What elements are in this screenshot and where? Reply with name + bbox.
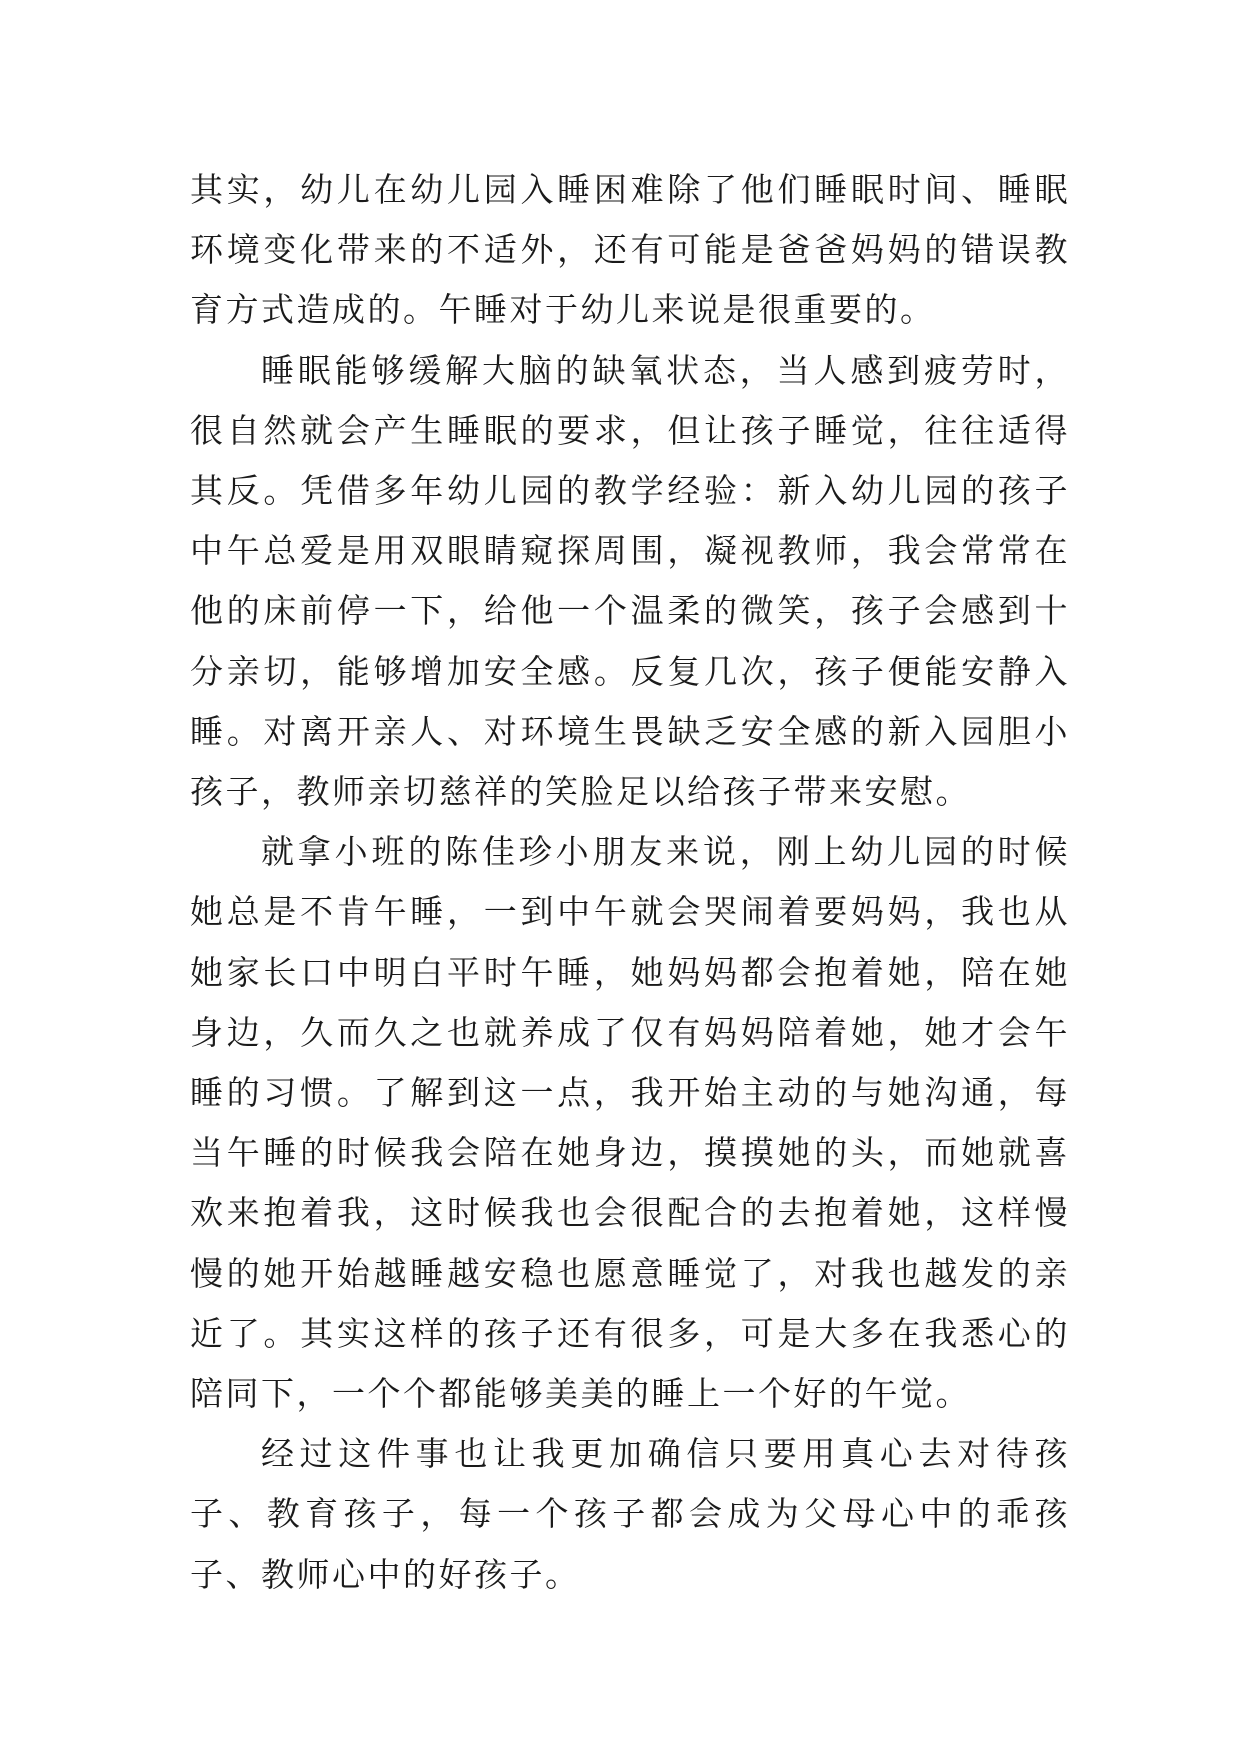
paragraph-1: 其实，幼儿在幼儿园入睡困难除了他们睡眠时间、睡眠环境变化带来的不适外，还有可能是爸爸妈妈的错误教育方式造成的。午睡对于幼儿来说是很重要的。 — [190, 170, 1070, 330]
paragraph-3: 就拿小班的陈佳珍小朋友来说，刚上幼儿园的时候她总是不肯午睡，一到中午就会哭闹着要妈妈，我也从她家长口中明白平时午睡，她妈妈都会抱着她，陪在她身边，久而久之也就养成了仅有妈妈陪着她，她才会午睡的习惯。了解到这一点，我开始主动的与她沟通，每当午睡的时候我会陪在她身边，摸摸她的头，而她就喜欢来抱着我，这时候我也会很配合的去抱着她，这样慢慢的她开始越睡越安稳也愿意睡觉了，对我也越发的亲近了。其实这样的孩子还有很多，可是大多在我悉心的陪同下，一个个都能够美美的睡上一个好的午觉。 — [190, 832, 1070, 1414]
paragraph-4: 经过这件事也让我更加确信只要用真心去对待孩子、教育孩子，每一个孩子都会成为父母心中的乖孩子、教师心中的好孩子。 — [190, 1434, 1070, 1594]
document-body — [190, 160, 1070, 1605]
paragraph-2: 睡眠能够缓解大脑的缺氧状态，当人感到疲劳时，很自然就会产生睡眠的要求，但让孩子睡觉，往往适得其反。凭借多年幼儿园的教学经验：新入幼儿园的孩子中午总爱是用双眼睛窥探周围，凝视教师，我会常常在他的床前停一下，给他一个温柔的微笑，孩子会感到十分亲切，能够增加安全感。反复几次，孩子便能安静入睡。对离开亲人、对环境生畏缺乏安全感的新入园胆小孩子，教师亲切慈祥的笑脸足以给孩子带来安慰。 — [190, 350, 1070, 812]
